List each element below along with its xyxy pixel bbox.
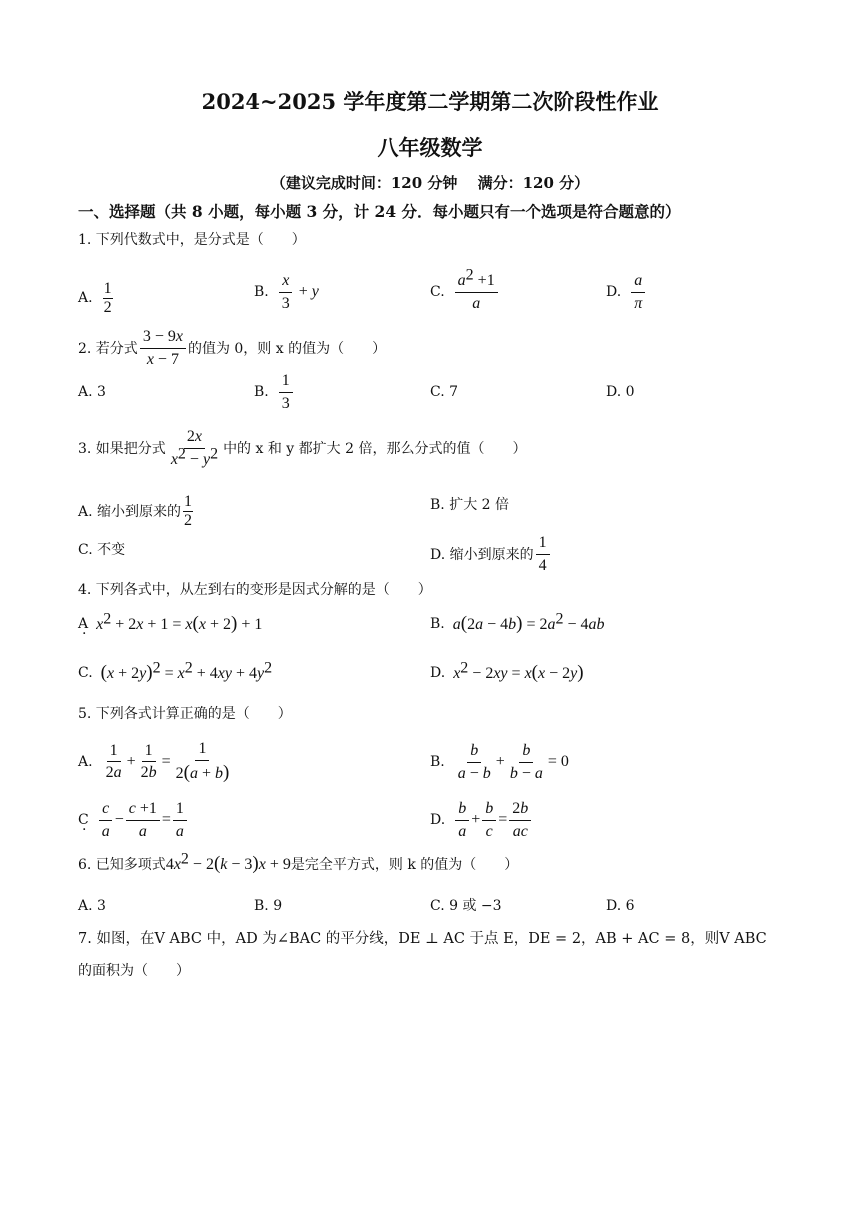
- question-2-option-a: A. 3: [78, 384, 106, 400]
- math-expression: $\frac{3 - 9x}{x - 7}$: [140, 328, 186, 368]
- question-5-option-a: A. $\frac{1}{2a}$ + $\frac{1}{2b}$ = $\frac{1}{2(a + b)}$: [78, 740, 230, 783]
- question-4-option-d: D. $x^2 - 2xy = x(x - 2y)$: [430, 659, 584, 683]
- question-5-option-c: C . $\frac{c}{a}$ − $\frac{c +1}{a}$ = $\frac{1}{a}$: [78, 800, 189, 840]
- question-6-stem: 6. 已知多项式 $4x^2 - 2(k - 3)x + 9$ 是完全平方式，则 k 的值为（ ）: [78, 850, 519, 874]
- question-5-stem: 5. 下列各式计算正确的是（ ）: [78, 706, 292, 722]
- math-expression: $\frac{b}{a - b}$: [457, 742, 491, 782]
- math-expression: $\frac{x}{3}$: [279, 272, 293, 312]
- question-6-option-a: A. 3: [78, 898, 106, 914]
- question-6-option-b: B. 9: [254, 898, 283, 914]
- question-7-stem-line-1: 7. 如图，在V ABC 中，AD 为∠BAC 的平分线，DE ⊥ AC 于点 E，DE = 2，AB + AC = 8，则V ABC: [78, 931, 767, 947]
- question-1-option-d: D. $\frac{a}{\pi}$: [606, 272, 647, 312]
- question-3-option-b: B. 扩大 2 倍: [430, 497, 509, 513]
- question-3-stem: 3. 如果把分式 $\frac{2x}{x^2 - y^2}$ 中的 x 和 y 都扩大 2 倍，那么分式的值（ ）: [78, 428, 527, 468]
- subject-title: 八年级数学: [377, 135, 483, 160]
- question-3-option-c: C. 不变: [78, 542, 126, 558]
- question-6-option-c: C. 9 或 −3: [430, 898, 502, 914]
- math-expression: $x^2 + 2x + 1 = x(x + 2) + 1$: [96, 610, 263, 634]
- math-expression: $\frac{1}{2}$: [184, 493, 193, 529]
- math-expression: $\frac{1}{3}$: [279, 372, 293, 412]
- math-expression: $a(2a - 4b) = 2a^2 - 4ab$: [452, 610, 605, 634]
- question-4-stem: 4. 下列各式中，从左到右的变形是因式分解的是（ ）: [78, 582, 432, 598]
- question-2-stem: 2. 若分式 $\frac{3 - 9x}{x - 7}$ 的值为 0，则 x 的值为（ ）: [78, 328, 387, 368]
- question-1-option-a: A. $\frac{1}{2}$: [78, 280, 112, 316]
- question-2-option-b: B. $\frac{1}{3}$: [254, 372, 295, 412]
- math-expression: $\frac{a^2 +1}{a}$: [455, 272, 498, 312]
- math-expression: $\frac{1}{2a}$: [105, 741, 122, 782]
- question-4-option-c: C. $(x + 2y)^2 = x^2 + 4xy + 4y^2$: [78, 659, 273, 683]
- math-expression: $\frac{c}{a}$: [99, 800, 113, 840]
- question-5-option-d: D. $\frac{b}{a}$ + $\frac{b}{c}$ = $\frac{2b}{ac}$: [430, 800, 533, 840]
- question-1-option-b: B. $\frac{x}{3}$ + y: [254, 272, 319, 312]
- math-expression: $4x^2 - 2(k - 3)x + 9$: [165, 850, 291, 874]
- question-3-option-a: A. 缩小到原来的 $\frac{1}{2}$: [78, 493, 193, 529]
- question-7-stem-line-2: 的面积为（ ）: [78, 963, 190, 979]
- question-4-option-a: A . $x^2 + 2x + 1 = x(x + 2) + 1$: [78, 613, 262, 635]
- math-expression: $\frac{1}{2}$: [103, 280, 112, 316]
- question-4-option-b: B. $a(2a - 4b) = 2a^2 - 4ab$: [430, 610, 605, 634]
- question-6-option-d: D. 6: [606, 898, 635, 914]
- math-expression: $\frac{1}{4}$: [536, 534, 550, 574]
- question-1-stem: 1. 下列代数式中，是分式是（ ）: [78, 232, 306, 248]
- question-2-option-d: D. 0: [606, 384, 635, 400]
- question-2-option-c: C. 7: [430, 384, 459, 400]
- math-expression: $\frac{b}{a}$: [455, 800, 469, 840]
- exam-info: （建议完成时间：120 分钟 满分：120 分）: [270, 174, 590, 192]
- question-5-option-b: B. $\frac{b}{a - b}$ + $\frac{b}{b - a}$ = 0: [430, 742, 569, 782]
- document-title: 2024~2025 学年度第二学期第二次阶段性作业: [201, 89, 659, 114]
- math-expression: $\frac{a}{\pi}$: [631, 272, 645, 312]
- question-1-option-c: C. $\frac{a^2 +1}{a}$: [430, 272, 500, 312]
- math-expression: $x^2 - 2xy = x(x - 2y)$: [453, 659, 584, 683]
- question-3-option-d: D. 缩小到原来的 $\frac{1}{4}$: [430, 534, 552, 574]
- math-expression: $(x + 2y)^2 = x^2 + 4xy + 4y^2$: [100, 659, 273, 683]
- math-expression: $\frac{2x}{x^2 - y^2}$: [170, 428, 219, 468]
- section-heading: 一、选择题（共 8 小题，每小题 3 分，计 24 分．每小题只有一个选项是符合题意的）: [78, 202, 681, 221]
